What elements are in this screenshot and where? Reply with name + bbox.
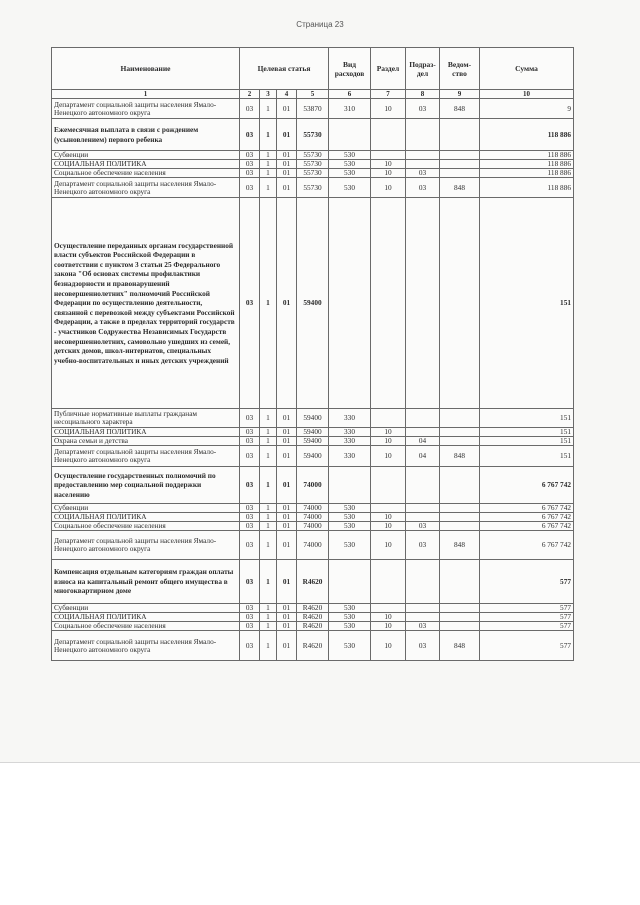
sum: 151 [480, 428, 574, 437]
target-main-event: 01 [277, 198, 297, 409]
subsection [406, 119, 440, 151]
expense-type: 530 [329, 178, 371, 198]
subsection [406, 560, 440, 604]
table-row [52, 604, 574, 613]
table-row [52, 631, 574, 661]
department [440, 409, 480, 428]
target-direction: R4620 [297, 622, 329, 631]
header-expense-type: Вид расходов [329, 48, 371, 90]
header-section: Раздел [371, 48, 406, 90]
sum: 577 [480, 613, 574, 622]
section: 10 [371, 531, 406, 560]
subsection [406, 428, 440, 437]
expense-type: 530 [329, 513, 371, 522]
target-subprogram: 1 [260, 504, 277, 513]
expense-type: 330 [329, 437, 371, 446]
section: 10 [371, 631, 406, 661]
section [371, 409, 406, 428]
target-subprogram: 1 [260, 613, 277, 622]
section: 10 [371, 99, 406, 119]
target-main-event: 01 [277, 119, 297, 151]
table-row [52, 119, 574, 151]
table-row [52, 198, 574, 409]
column-number: 10 [480, 90, 574, 99]
expense-type [329, 119, 371, 151]
row-name: Департамент социальной защиты населения Ямало-Ненецкого автономного округа [52, 531, 240, 560]
row-name: СОЦИАЛЬНАЯ ПОЛИТИКА [52, 613, 240, 622]
row-name: Субвенции [52, 604, 240, 613]
target-main-event: 01 [277, 504, 297, 513]
sum: 118 886 [480, 119, 574, 151]
row-name: Субвенции [52, 151, 240, 160]
target-subprogram: 1 [260, 446, 277, 467]
target-main-event: 01 [277, 437, 297, 446]
subsection [406, 409, 440, 428]
department [440, 622, 480, 631]
row-name: Департамент социальной защиты населения Ямало-Ненецкого автономного округа [52, 99, 240, 119]
department: 848 [440, 531, 480, 560]
target-direction: 55730 [297, 151, 329, 160]
target-program: 03 [240, 437, 260, 446]
department [440, 604, 480, 613]
expense-type: 530 [329, 169, 371, 178]
row-name: СОЦИАЛЬНАЯ ПОЛИТИКА [52, 160, 240, 169]
target-direction: 74000 [297, 522, 329, 531]
sum: 6 767 742 [480, 467, 574, 504]
target-main-event: 01 [277, 467, 297, 504]
department [440, 467, 480, 504]
target-subprogram: 1 [260, 560, 277, 604]
subsection [406, 513, 440, 522]
target-direction: 74000 [297, 504, 329, 513]
expense-type: 330 [329, 428, 371, 437]
section: 10 [371, 178, 406, 198]
subsection [406, 151, 440, 160]
target-program: 03 [240, 198, 260, 409]
department [440, 198, 480, 409]
row-name: СОЦИАЛЬНАЯ ПОЛИТИКА [52, 428, 240, 437]
target-main-event: 01 [277, 613, 297, 622]
target-program: 03 [240, 622, 260, 631]
header-sum: Сумма [480, 48, 574, 90]
sum: 577 [480, 604, 574, 613]
sum: 6 767 742 [480, 513, 574, 522]
department [440, 504, 480, 513]
sum: 151 [480, 437, 574, 446]
target-direction: R4620 [297, 604, 329, 613]
sum: 6 767 742 [480, 522, 574, 531]
expense-type: 530 [329, 531, 371, 560]
target-program: 03 [240, 531, 260, 560]
target-direction: 59400 [297, 437, 329, 446]
target-direction: 59400 [297, 428, 329, 437]
sum: 118 886 [480, 169, 574, 178]
section [371, 119, 406, 151]
target-program: 03 [240, 522, 260, 531]
target-subprogram: 1 [260, 604, 277, 613]
expense-type: 530 [329, 151, 371, 160]
target-subprogram: 1 [260, 119, 277, 151]
table-row [52, 522, 574, 531]
subsection [406, 613, 440, 622]
target-main-event: 01 [277, 604, 297, 613]
expense-type: 310 [329, 99, 371, 119]
target-direction: 74000 [297, 467, 329, 504]
target-subprogram: 1 [260, 428, 277, 437]
target-program: 03 [240, 504, 260, 513]
target-program: 03 [240, 446, 260, 467]
target-subprogram: 1 [260, 169, 277, 178]
sum: 6 767 742 [480, 504, 574, 513]
subsection [406, 160, 440, 169]
table-row [52, 613, 574, 622]
header-row [52, 48, 574, 90]
target-direction: 59400 [297, 446, 329, 467]
target-subprogram: 1 [260, 151, 277, 160]
column-number: 7 [371, 90, 406, 99]
target-subprogram: 1 [260, 467, 277, 504]
target-main-event: 01 [277, 522, 297, 531]
subsection [406, 198, 440, 409]
header-department: Ведом-ство [440, 48, 480, 90]
department [440, 169, 480, 178]
budget-table [51, 47, 574, 661]
row-name: Социальное обеспечение населения [52, 622, 240, 631]
target-main-event: 01 [277, 513, 297, 522]
column-number: 6 [329, 90, 371, 99]
department [440, 160, 480, 169]
target-main-event: 01 [277, 151, 297, 160]
page-edge [0, 762, 640, 763]
department: 848 [440, 631, 480, 661]
subsection [406, 504, 440, 513]
target-direction: 59400 [297, 409, 329, 428]
expense-type: 530 [329, 504, 371, 513]
table-row [52, 513, 574, 522]
target-direction: R4620 [297, 613, 329, 622]
table-body [52, 99, 574, 661]
table-row [52, 151, 574, 160]
target-program: 03 [240, 151, 260, 160]
department: 848 [440, 178, 480, 198]
sum: 577 [480, 560, 574, 604]
sum: 151 [480, 198, 574, 409]
target-main-event: 01 [277, 169, 297, 178]
target-main-event: 01 [277, 409, 297, 428]
expense-type: 530 [329, 613, 371, 622]
section [371, 151, 406, 160]
section: 10 [371, 169, 406, 178]
section: 10 [371, 513, 406, 522]
section: 10 [371, 522, 406, 531]
target-program: 03 [240, 631, 260, 661]
row-name: Социальное обеспечение населения [52, 169, 240, 178]
target-subprogram: 1 [260, 198, 277, 409]
sum: 151 [480, 409, 574, 428]
target-direction: 55730 [297, 160, 329, 169]
expense-type [329, 467, 371, 504]
subsection [406, 604, 440, 613]
section: 10 [371, 446, 406, 467]
target-subprogram: 1 [260, 99, 277, 119]
target-direction: R4620 [297, 631, 329, 661]
department [440, 613, 480, 622]
row-name: Охрана семьи и детства [52, 437, 240, 446]
subsection: 03 [406, 622, 440, 631]
expense-type [329, 560, 371, 604]
sum: 577 [480, 622, 574, 631]
section: 10 [371, 613, 406, 622]
subsection: 03 [406, 169, 440, 178]
section: 10 [371, 622, 406, 631]
column-number: 5 [297, 90, 329, 99]
table-row [52, 160, 574, 169]
target-program: 03 [240, 560, 260, 604]
target-program: 03 [240, 604, 260, 613]
table-row [52, 99, 574, 119]
row-name: Ежемесячная выплата в связи с рождением (усыновлением) первого ребенка [52, 119, 240, 151]
department: 848 [440, 446, 480, 467]
subsection: 03 [406, 178, 440, 198]
table-row [52, 409, 574, 428]
sum: 118 886 [480, 151, 574, 160]
sum: 118 886 [480, 178, 574, 198]
table-row [52, 504, 574, 513]
section [371, 560, 406, 604]
target-program: 03 [240, 513, 260, 522]
expense-type: 530 [329, 160, 371, 169]
target-subprogram: 1 [260, 631, 277, 661]
column-number: 9 [440, 90, 480, 99]
department [440, 428, 480, 437]
sum: 9 [480, 99, 574, 119]
target-main-event: 01 [277, 446, 297, 467]
expense-type: 530 [329, 631, 371, 661]
row-name: Публичные нормативные выплаты гражданам несоциального характера [52, 409, 240, 428]
table-row [52, 178, 574, 198]
target-program: 03 [240, 178, 260, 198]
row-name: Компенсация отдельным категориям граждан оплаты взноса на капитальный ремонт общего имущества в многоквартирном доме [52, 560, 240, 604]
department [440, 151, 480, 160]
row-name: СОЦИАЛЬНАЯ ПОЛИТИКА [52, 513, 240, 522]
target-direction: 55730 [297, 178, 329, 198]
section: 10 [371, 160, 406, 169]
subsection [406, 467, 440, 504]
department [440, 119, 480, 151]
expense-type [329, 198, 371, 409]
table-row [52, 428, 574, 437]
section [371, 504, 406, 513]
table-row [52, 446, 574, 467]
expense-type: 530 [329, 604, 371, 613]
target-program: 03 [240, 428, 260, 437]
row-name: Департамент социальной защиты населения Ямало-Ненецкого автономного округа [52, 631, 240, 661]
row-name: Субвенции [52, 504, 240, 513]
subsection: 03 [406, 522, 440, 531]
department [440, 522, 480, 531]
target-main-event: 01 [277, 631, 297, 661]
target-main-event: 01 [277, 622, 297, 631]
target-main-event: 01 [277, 178, 297, 198]
row-name: Социальное обеспечение населения [52, 522, 240, 531]
target-subprogram: 1 [260, 409, 277, 428]
target-subprogram: 1 [260, 513, 277, 522]
table-row [52, 437, 574, 446]
target-subprogram: 1 [260, 522, 277, 531]
target-main-event: 01 [277, 428, 297, 437]
row-name: Департамент социальной защиты населения Ямало-Ненецкого автономного округа [52, 178, 240, 198]
sum: 151 [480, 446, 574, 467]
department [440, 437, 480, 446]
target-direction: 55730 [297, 119, 329, 151]
page-number: Страница 23 [296, 20, 344, 29]
target-direction: R4620 [297, 560, 329, 604]
row-name: Департамент социальной защиты населения Ямало-Ненецкого автономного округа [52, 446, 240, 467]
header-target-article: Целевая статья [240, 48, 329, 90]
column-number-row [52, 90, 574, 99]
subsection: 03 [406, 531, 440, 560]
sum: 6 767 742 [480, 531, 574, 560]
target-direction: 74000 [297, 531, 329, 560]
table-row [52, 560, 574, 604]
target-program: 03 [240, 409, 260, 428]
target-subprogram: 1 [260, 437, 277, 446]
target-program: 03 [240, 467, 260, 504]
target-subprogram: 1 [260, 531, 277, 560]
section: 10 [371, 428, 406, 437]
target-subprogram: 1 [260, 622, 277, 631]
subsection: 03 [406, 631, 440, 661]
target-main-event: 01 [277, 531, 297, 560]
column-number: 4 [277, 90, 297, 99]
row-name: Осуществление государственных полномочий по предоставлению мер социальной поддержки населению [52, 467, 240, 504]
target-subprogram: 1 [260, 178, 277, 198]
target-direction: 59400 [297, 198, 329, 409]
table-row [52, 169, 574, 178]
subsection: 04 [406, 446, 440, 467]
target-program: 03 [240, 160, 260, 169]
target-direction: 74000 [297, 513, 329, 522]
column-number: 8 [406, 90, 440, 99]
sum: 577 [480, 631, 574, 661]
target-main-event: 01 [277, 160, 297, 169]
column-number: 2 [240, 90, 260, 99]
expense-type: 330 [329, 409, 371, 428]
target-direction: 53870 [297, 99, 329, 119]
sum: 118 886 [480, 160, 574, 169]
expense-type: 530 [329, 622, 371, 631]
target-program: 03 [240, 119, 260, 151]
table-row [52, 531, 574, 560]
target-program: 03 [240, 99, 260, 119]
header-subsection: Подраз-дел [406, 48, 440, 90]
department: 848 [440, 99, 480, 119]
section [371, 467, 406, 504]
target-program: 03 [240, 613, 260, 622]
table-row [52, 622, 574, 631]
target-program: 03 [240, 169, 260, 178]
target-main-event: 01 [277, 560, 297, 604]
section [371, 604, 406, 613]
target-subprogram: 1 [260, 160, 277, 169]
target-direction: 55730 [297, 169, 329, 178]
header-name: Наименование [52, 48, 240, 90]
column-number: 1 [52, 90, 240, 99]
section: 10 [371, 437, 406, 446]
department [440, 560, 480, 604]
expense-type: 330 [329, 446, 371, 467]
column-number: 3 [260, 90, 277, 99]
section [371, 198, 406, 409]
table-row [52, 467, 574, 504]
subsection: 03 [406, 99, 440, 119]
expense-type: 530 [329, 522, 371, 531]
row-name: Осуществление переданных органам государственной власти субъектов Российской Федерации в соответствии с пунктом 3 статьи 25 Федерального закона "Об основах системы профилактики безнадзорности и правонарушений несовершеннолетних" полномочий Российской Федерации по осуществлению деятельности, связанной с перевозкой между субъектами Российской Федерации, а также в пределах территорий государств - участников Содружества Независимых Государств несовершеннолетних, самовольно ушедших из семей, детских домов, школ-интернатов, специальных учебно-воспитательных и иных детских учреждений [52, 198, 240, 409]
department [440, 513, 480, 522]
target-main-event: 01 [277, 99, 297, 119]
subsection: 04 [406, 437, 440, 446]
